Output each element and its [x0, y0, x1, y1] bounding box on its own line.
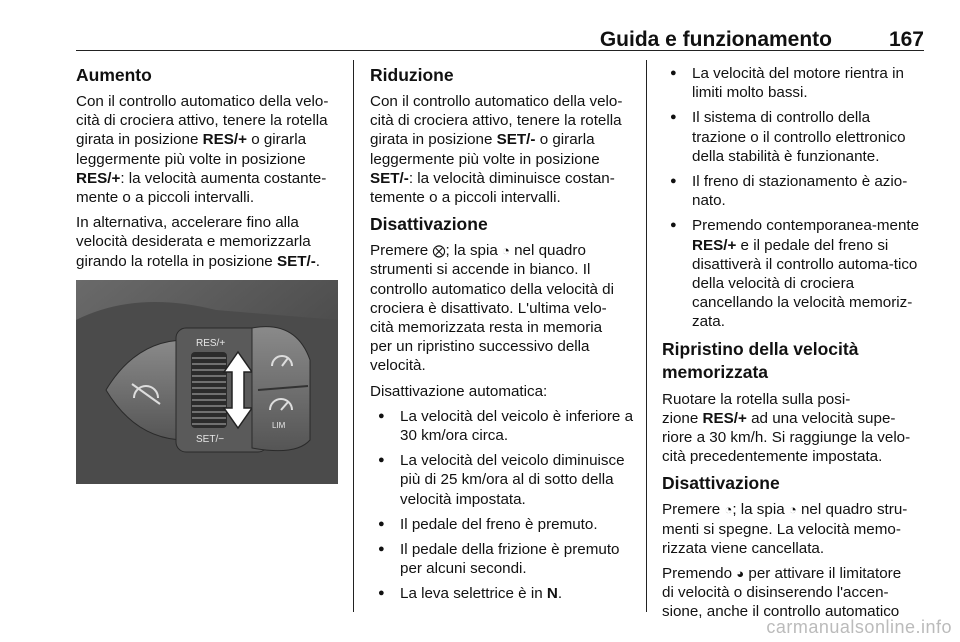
- header-rule: [76, 50, 924, 51]
- text: crociera è disattivato. L'ultima velo-: [370, 299, 607, 317]
- cruise-cancel-icon: ⨂: [432, 243, 446, 259]
- text: di velocità o disinserendo l'accen-: [662, 584, 889, 602]
- text: leggermente più volte in posizione: [370, 150, 600, 168]
- text: e il pedale del freno si disattiverà il controllo automa-tico della velocità di crociera cancellando la velocità memoriz-zata.: [692, 236, 918, 331]
- bold-term: SET/-: [370, 169, 409, 187]
- list-item: [662, 216, 928, 331]
- bold-term: RES/+: [702, 409, 747, 427]
- heading-disattivazione-2: Disattivazione: [662, 473, 780, 494]
- lim-label: LIM: [272, 421, 286, 430]
- steering-wheel-controls-image: [76, 280, 338, 484]
- text: ad una velocità supe-: [746, 409, 896, 427]
- paragraph: Disattivazione automatica:: [370, 382, 548, 400]
- list-item: ● La velocità del motore rientra in limiti molto bassi.: [662, 64, 928, 102]
- list-item: ● Il sistema di controllo della trazione o il controllo elettronico della stabilità è funzionante.: [662, 108, 928, 166]
- column-1: [76, 64, 344, 277]
- bold-term: SET/-: [276, 252, 316, 270]
- column-divider: [646, 60, 647, 612]
- text: Con il controllo automatico della velo-: [76, 93, 329, 110]
- text: La leva selettrice è in: [400, 585, 547, 603]
- speed-limiter-icon: ◕: [736, 566, 745, 582]
- text: rizzata viene cancellata.: [662, 539, 825, 557]
- cruise-control-icon: ◔: [788, 502, 797, 518]
- text: nel quadro: [509, 242, 586, 260]
- text: per un ripristino successivo della: [370, 338, 590, 356]
- paragraph: [662, 564, 928, 622]
- heading-riduzione: Riduzione: [370, 65, 454, 85]
- text: velocità.: [370, 357, 426, 375]
- page-header: [76, 24, 924, 50]
- heading-disattivazione: Disattivazione: [370, 214, 488, 235]
- text: ; la spia: [732, 501, 789, 519]
- list-item: ● La velocità del veicolo è inferiore a 30 km/ora circa.: [370, 407, 634, 445]
- section-title: Guida e funzionamento: [599, 28, 832, 51]
- text: riore a 30 km/h. Si raggiunge la velo-: [662, 429, 911, 447]
- text: leggermente più volte in posizione: [76, 150, 306, 168]
- text: cità memorizzata resta in memoria: [370, 319, 603, 337]
- text: sione, anche il controllo automatico: [662, 603, 900, 621]
- text: velocità desiderata e memorizzarla: [76, 233, 311, 251]
- text: Premendo contemporanea-mente: [692, 217, 920, 235]
- text: Premendo: [662, 565, 737, 583]
- heading-aumento: Aumento: [76, 65, 152, 85]
- text: zione: [662, 409, 703, 427]
- text: o girarla: [246, 131, 307, 149]
- text: In alternativa, accelerare fino alla: [76, 214, 299, 232]
- text: cità di crociera attivo, tenere la rotella: [370, 112, 622, 130]
- text: Premere: [370, 242, 433, 260]
- auto-deactivation-list: [370, 407, 634, 604]
- list-item: ● Il freno di stazionamento è azio-nato.: [662, 172, 928, 210]
- text: temente o a piccoli intervalli.: [370, 189, 561, 207]
- cruise-control-icon: ◔: [724, 502, 733, 518]
- watermark: carmanualsonline.info: [766, 617, 952, 637]
- text: Ruotare la rotella sulla posi-: [662, 390, 851, 408]
- text: menti si spegne. La velocità memo-: [662, 520, 901, 538]
- text: strumenti si accende in bianco. Il: [370, 261, 591, 279]
- text: Premere: [662, 501, 725, 519]
- text: controllo automatico della velocità di: [370, 280, 614, 298]
- column-divider: [353, 60, 354, 612]
- bold-term: RES/+: [692, 236, 737, 254]
- bold-term: SET/-: [496, 131, 536, 149]
- auto-deactivation-list-cont: [662, 64, 928, 332]
- text: girata in posizione: [370, 131, 497, 149]
- column-3: [662, 64, 928, 628]
- bold-term: RES/+: [76, 169, 121, 187]
- paragraph: [76, 92, 344, 207]
- cruise-control-icon: ◔: [502, 243, 510, 259]
- list-item: ● Il pedale della frizione è premuto per alcuni secondi.: [370, 540, 634, 578]
- text: girando la rotella in posizione: [76, 252, 277, 270]
- text: nel quadro stru-: [796, 501, 908, 519]
- paragraph: [370, 241, 634, 375]
- text: .: [557, 585, 563, 603]
- text: mente o a piccoli intervalli.: [76, 189, 255, 207]
- text: .: [315, 252, 321, 270]
- text: per attivare il limitatore: [744, 565, 902, 583]
- list-item: [370, 584, 634, 603]
- list-item: ● La velocità del veicolo diminuisce più di 25 km/ora al di sotto della velocità impostata.: [370, 451, 634, 509]
- set-label: SET/−: [196, 434, 225, 445]
- res-label: RES/+: [196, 338, 226, 349]
- paragraph: [76, 213, 344, 271]
- text: cità precedentemente impostata.: [662, 448, 883, 466]
- list-item: ● Il pedale del freno è premuto.: [370, 515, 634, 534]
- text: : la velocità aumenta costante-: [120, 169, 327, 187]
- text: Con il controllo automatico della velo-: [370, 93, 623, 110]
- page-number: 167: [888, 28, 924, 51]
- text: o girarla: [535, 131, 595, 149]
- text: cità di crociera attivo, tenere la rotella: [76, 112, 328, 130]
- text: girata in posizione: [76, 131, 203, 149]
- text: : la velocità diminuisce costan-: [408, 169, 615, 187]
- paragraph: [662, 390, 928, 467]
- heading-ripristino: Ripristino della velocità memorizzata: [662, 338, 859, 382]
- bold-term: RES/+: [202, 131, 247, 149]
- text: ; la spia: [445, 242, 503, 260]
- bold-term: N: [546, 585, 558, 603]
- paragraph: [370, 92, 634, 207]
- column-2: [370, 64, 634, 610]
- paragraph: [662, 500, 928, 558]
